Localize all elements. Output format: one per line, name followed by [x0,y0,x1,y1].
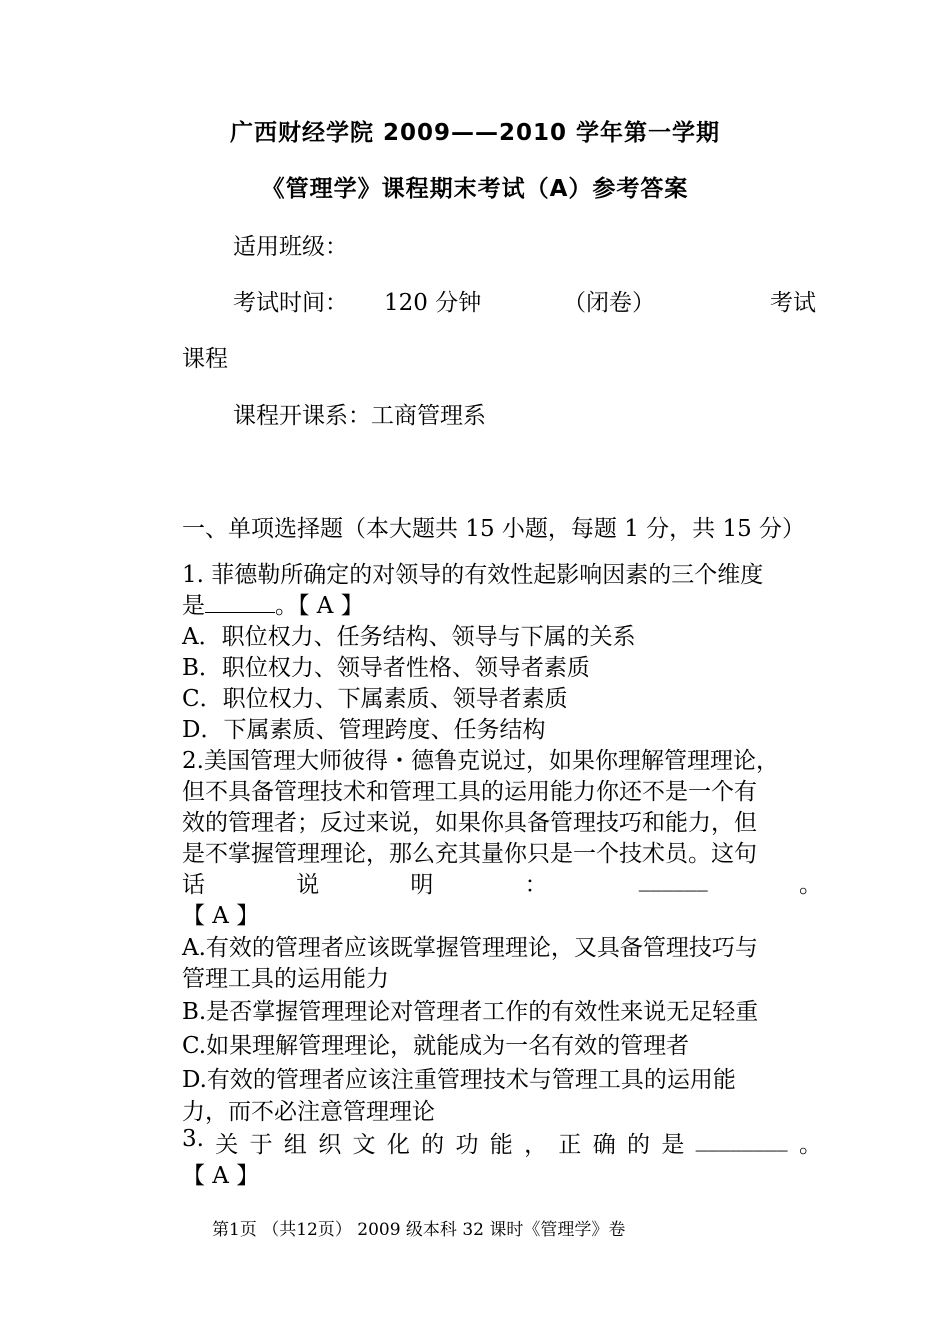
q2-stem-line4: 是不掌握管理理论，那么充其量你只是一个技术员。这句 [182,841,757,867]
q3-stem [182,1126,822,1159]
department-line: 课程开课系：工商管理系 [233,403,486,429]
q3-word: 化 [386,1132,410,1158]
q1-answer-blank [205,590,275,613]
time-value: 120 分钟 [384,290,482,316]
q3-word: 的 [421,1132,445,1158]
course-label-part2: 课程 [182,346,228,372]
time-label: 考试时间： [233,290,348,316]
q2-answer-blank: ______ [638,866,708,892]
q2-word: 说 [296,872,320,898]
page-footer: 第1页 （共12页） 2009 级本科 32 课时《管理学》卷 [212,1220,626,1240]
q2-word: 明 [410,872,434,898]
title-line-2: 《管理学》课程期末考试（A）参考答案 [261,176,689,202]
q3-word: 于 [249,1132,273,1158]
section-heading: 一、单项选择题（本大题共 15 小题，每题 1 分，共 15 分） [182,516,806,542]
q1-option-a: A．职位权力、任务结构、领导与下属的关系 [182,624,636,650]
q2-option-b: B.是否掌握管理理论对管理者工作的有效性来说无足轻重 [182,999,759,1025]
q2-word: 。 [798,872,822,898]
class-label: 适用班级： [233,234,348,260]
q2-option-d-line1: D.有效的管理者应该注重管理技术与管理工具的运用能 [182,1067,736,1093]
q3-word: 的 [627,1132,651,1158]
q2-option-a-line2: 管理工具的运用能力 [182,966,389,992]
q3-word: 是 [661,1132,685,1158]
q2-word: ： [524,872,548,898]
q2-option-a-line1: A.有效的管理者应该既掌握管理理论，又具备管理技巧与 [182,935,758,961]
q3-word: 3. [182,1126,204,1152]
q3-word: 能 [489,1132,513,1158]
q3-answer-blank: ________ [695,1126,788,1152]
q3-word: 关 [215,1132,239,1158]
q3-word: 正 [558,1132,582,1158]
q3-word: 功 [455,1132,479,1158]
q1-stem-line1: 1. 菲德勒所确定的对领导的有效性起影响因素的三个维度 [182,562,764,588]
q3-word: 文 [352,1132,376,1158]
q3-word: 组 [283,1132,307,1158]
closed-book-note: （闭卷） [563,290,655,316]
q2-answer: 【 A 】 [182,903,260,929]
title-line-1: 广西财经学院 2009——2010 学年第一学期 [229,120,721,146]
q3-word: ， [524,1132,548,1158]
q3-answer: 【 A 】 [182,1163,260,1189]
q1-stem-prefix: 是 [182,593,205,619]
q3-word: 。 [798,1132,822,1158]
q2-option-d-line2: 力，而不必注意管理理论 [182,1099,435,1125]
course-label-part1: 考试 [770,290,816,316]
q2-stem-line3: 效的管理者；反过来说，如果你具备管理技巧和能力，但 [182,810,757,836]
q2-stem-line2: 但不具备管理技术和管理工具的运用能力你还不是一个有 [182,779,757,805]
q1-stem-line2 [182,587,822,620]
q2-word: 话 [182,872,205,898]
q2-stem-line5 [182,866,822,899]
q2-option-c: C.如果理解管理理论，就能成为一名有效的管理者 [182,1033,690,1059]
q2-stem-line1: 2.美国管理大师彼得・德鲁克说过，如果你理解管理理论， [182,748,779,774]
q1-option-d: D．下属素质、管理跨度、任务结构 [182,717,546,743]
q1-option-c: C．职位权力、下属素质、领导者素质 [182,686,568,712]
q3-word: 织 [318,1132,342,1158]
q1-stem-suffix: 。【 A 】 [275,593,364,619]
q3-word: 确 [592,1132,616,1158]
q1-option-b: B．职位权力、领导者性格、领导者素质 [182,655,590,681]
